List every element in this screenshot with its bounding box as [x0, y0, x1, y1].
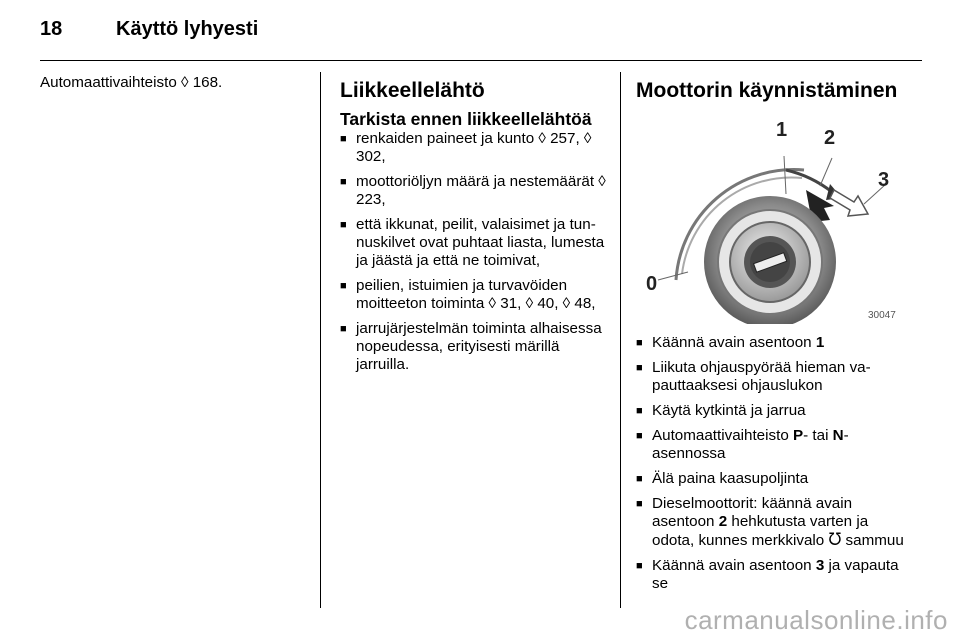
figure-label: 1: [776, 119, 788, 141]
ignition-figure: [636, 112, 908, 324]
column-2: [340, 74, 610, 381]
list-item: ■ Käytä kytkintä ja jarrua: [636, 402, 906, 420]
checklist: [340, 130, 610, 374]
list-item: ■ Automaattivaihteisto P- tai N-asennossa: [636, 427, 906, 463]
list-item: ■ että ikkunat, peilit, valaisimet ja tunnuskilvet ovat puhtaat liasta, lumesta ja jäästä ja että ne toimivat,: [340, 216, 610, 270]
list-item: ■ Käännä avain asentoon 1: [636, 334, 906, 352]
page-header: [40, 18, 258, 41]
page-number: 18: [40, 18, 63, 40]
list-item: ■ moottoriöljyn määrä ja nestemäärät ◊ 223,: [340, 173, 610, 209]
column-1: [40, 74, 310, 92]
list-item: ■ Dieselmoottorit: käännä avain asentoon 2 hehkutusta varten ja odota, kunnes merkkivalo ᘮ sammuu: [636, 495, 906, 550]
figure-label: 2: [824, 127, 836, 149]
figure-label: 3: [878, 169, 890, 191]
page-title: Käyttö lyhyesti: [116, 18, 259, 40]
header-rule: [40, 60, 922, 61]
section-title: Liikkeellelähtö: [340, 79, 485, 102]
start-steps: [636, 334, 906, 593]
list-item: ■ peilien, istuimien ja turvavöiden moitteeton toiminta ◊ 31, ◊ 40, ◊ 48,: [340, 277, 610, 313]
column-divider-2: [620, 72, 621, 608]
list-item: ■ renkaiden paineet ja kunto ◊ 257, ◊ 302,: [340, 130, 610, 166]
ignition-key-icon: [636, 112, 908, 324]
continued-text: Automaattivaihteisto ◊ 168.: [40, 74, 223, 91]
section-subtitle: Tarkista ennen liikkeellelähtöä: [340, 109, 592, 129]
column-3: [636, 74, 906, 600]
figure-label: 0: [646, 273, 658, 295]
column-divider-1: [320, 72, 321, 608]
section-title: Moottorin käynnistäminen: [636, 79, 898, 102]
list-item: ■ jarrujärjestelmän toiminta alhaisessa nopeudessa, erityisesti märillä jarruilla.: [340, 320, 610, 374]
glow-plug-icon: ᘮ: [828, 530, 842, 549]
list-item: ■ Älä paina kaasupoljinta: [636, 470, 906, 488]
list-item: ■ Liikuta ohjauspyörää hieman vapauttaaksesi ohjauslukon: [636, 359, 906, 395]
watermark: carmanualsonline.info: [684, 605, 948, 635]
figure-code: 30047: [868, 310, 896, 321]
list-item: ■ Käännä avain asentoon 3 ja vapauta se: [636, 557, 906, 593]
